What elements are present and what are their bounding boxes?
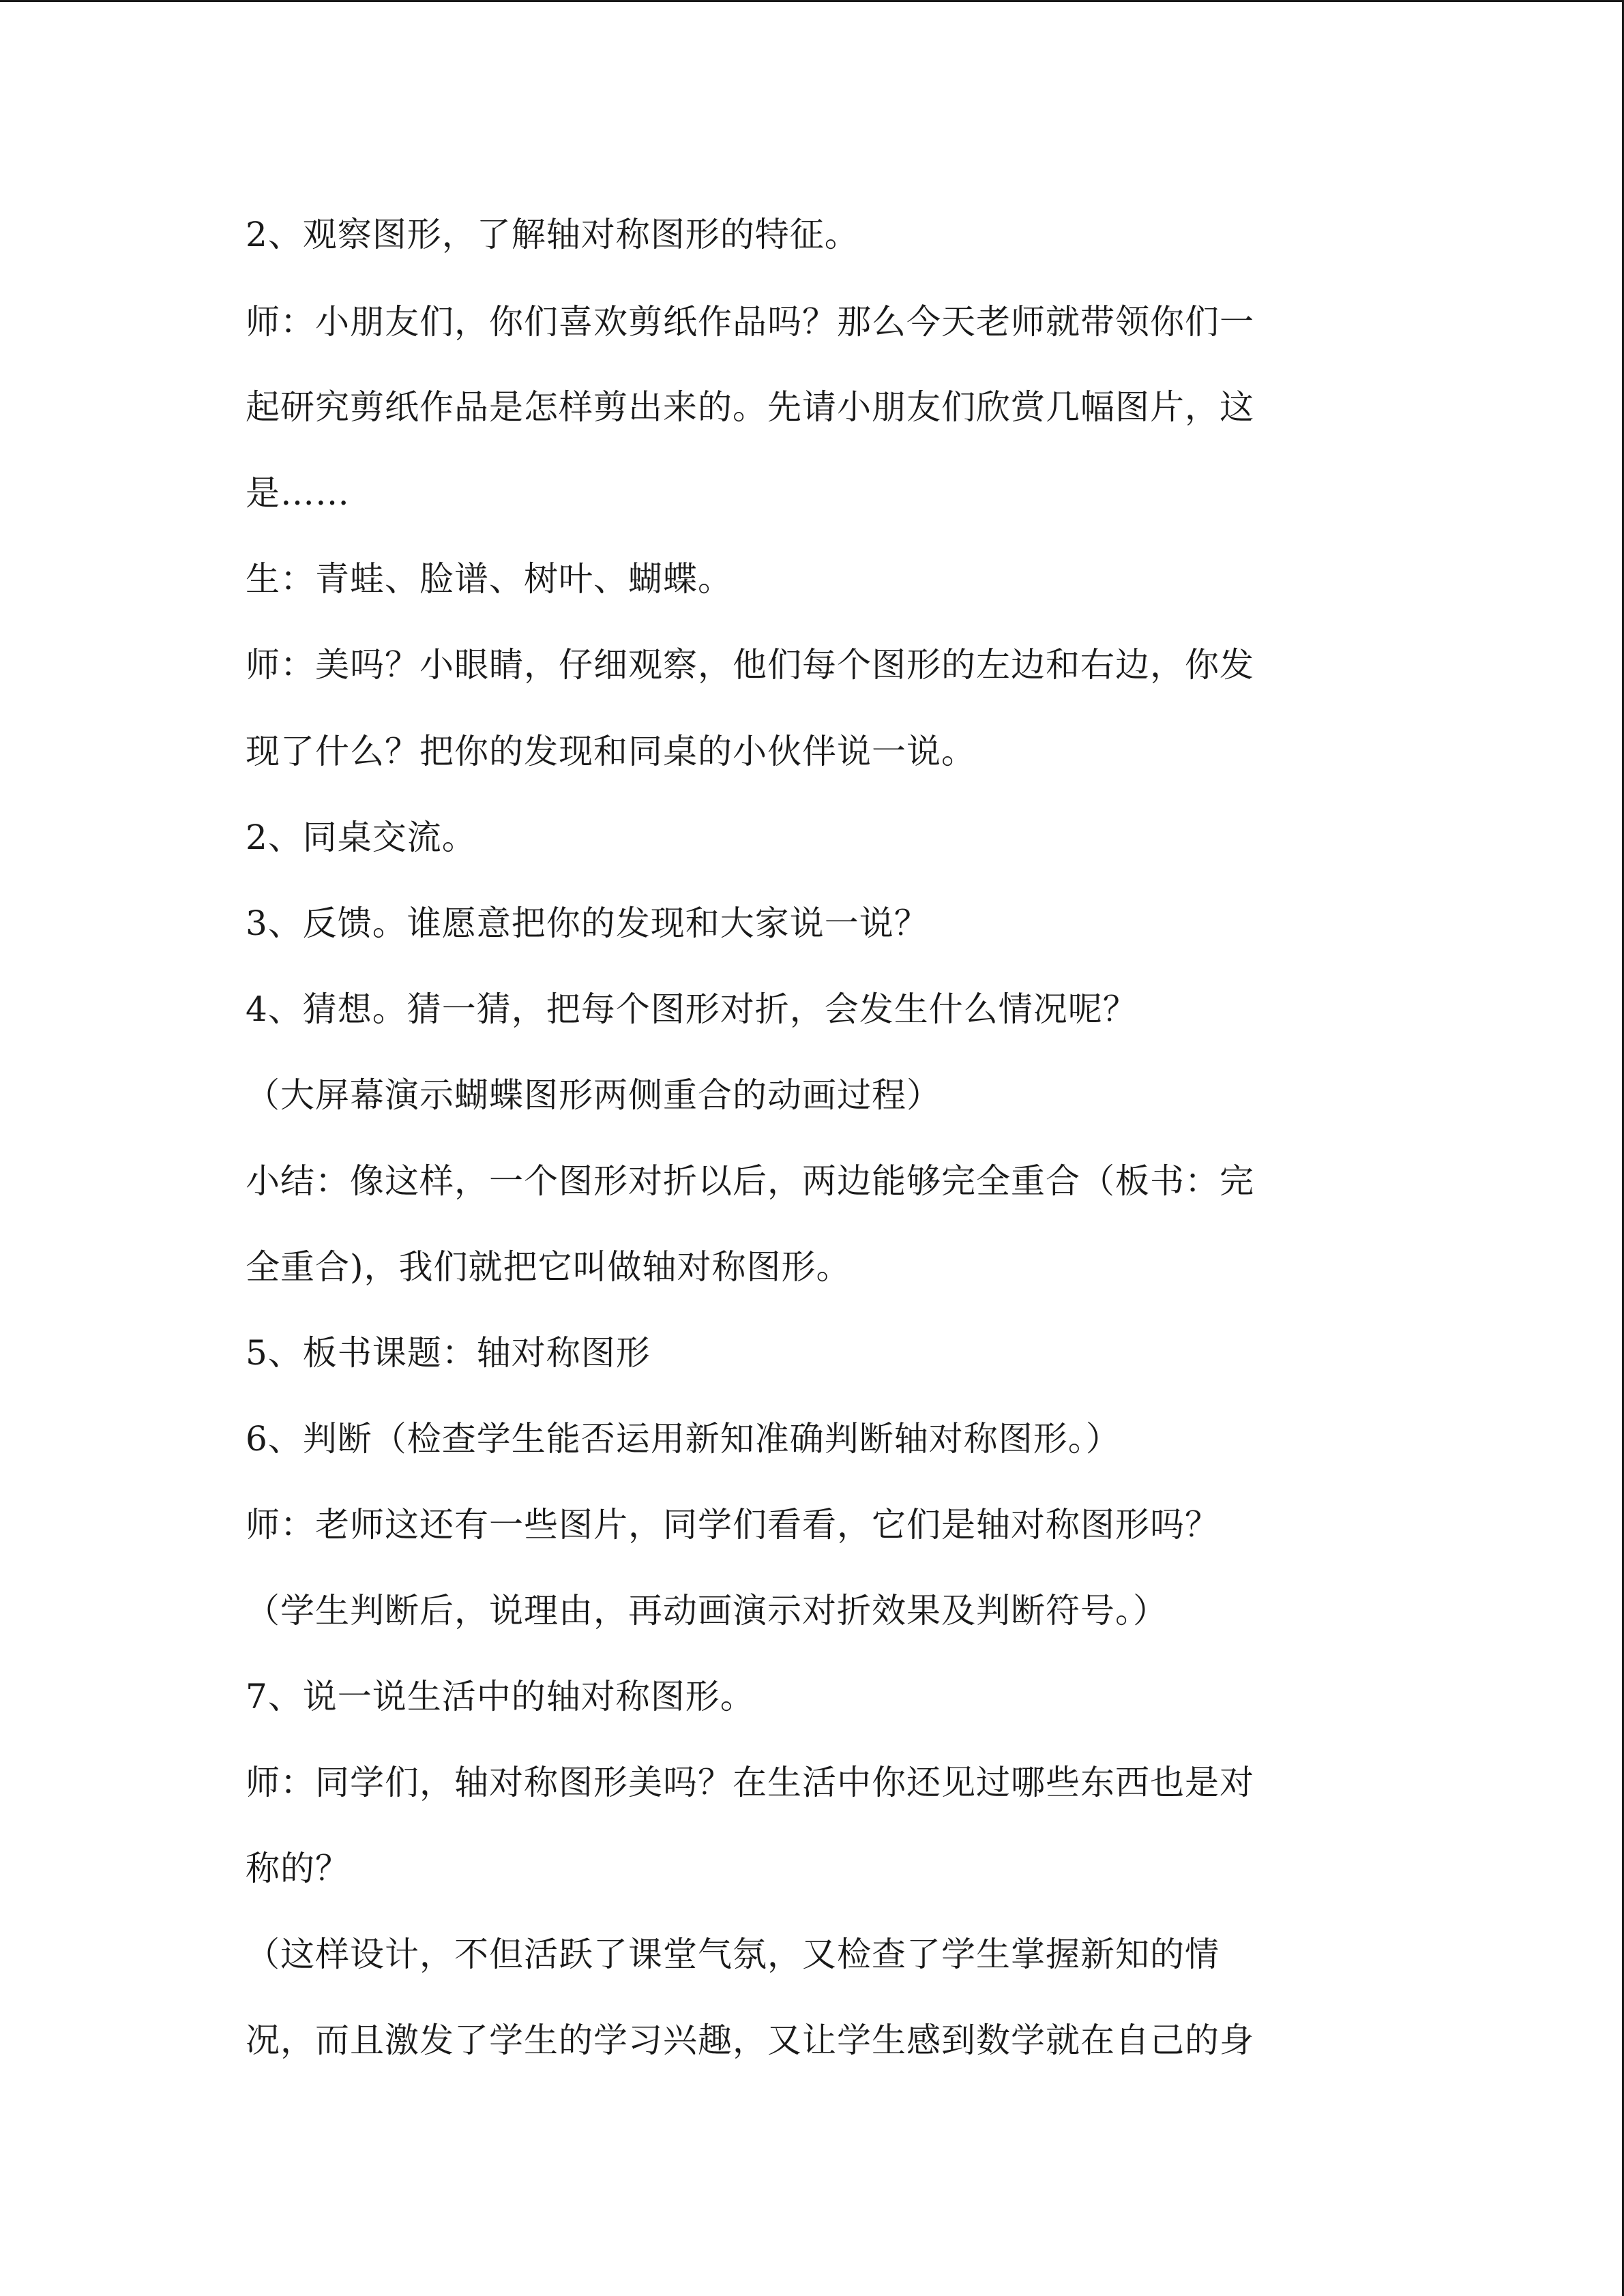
paragraph-line: 起研究剪纸作品是怎样剪出来的。先请小朋友们欣赏几幅图片，这 bbox=[246, 387, 1254, 427]
heading-judgement: 6、判断（检查学生能否运用新知准确判断轴对称图形。） bbox=[246, 1419, 1121, 1459]
paragraph-line: 现了什么？把你的发现和同桌的小伙伴说一说。 bbox=[246, 732, 976, 771]
paragraph-line: 师：美吗？小眼睛，仔细观察，他们每个图形的左边和右边，你发 bbox=[246, 645, 1254, 685]
paragraph-line: 师：老师这还有一些图片，同学们看看，它们是轴对称图形吗？ bbox=[246, 1505, 1220, 1545]
paragraph-line: 况，而且激发了学生的学习兴趣，又让学生感到数学就在自己的身 bbox=[246, 2021, 1254, 2060]
paragraph-line: （学生判断后，说理由，再动画演示对折效果及判断符号。） bbox=[246, 1591, 1168, 1630]
paragraph-line: 称的？ bbox=[246, 1849, 350, 1888]
paragraph-line: （大屏幕演示蝴蝶图形两侧重合的动画过程） bbox=[246, 1075, 941, 1115]
paragraph-line: 全重合)，我们就把它叫做轴对称图形。 bbox=[246, 1247, 851, 1287]
paragraph-line: 小结：像这样，一个图形对折以后，两边能够完全重合（板书：完 bbox=[246, 1161, 1254, 1201]
heading-observe-shapes: 2、观察图形，了解轴对称图形的特征。 bbox=[246, 215, 859, 254]
heading-guess: 4、猜想。猜一猜，把每个图形对折，会发生什么情况呢？ bbox=[246, 989, 1138, 1029]
heading-daily-life: 7、说一说生活中的轴对称图形。 bbox=[246, 1677, 755, 1716]
heading-partner-discussion: 2、同桌交流。 bbox=[246, 818, 477, 857]
paragraph-line: （这样设计，不但活跃了课堂气氛，又检查了学生掌握新知的情 bbox=[246, 1935, 1220, 1974]
heading-feedback: 3、反馈。谁愿意把你的发现和大家说一说？ bbox=[246, 904, 929, 943]
paragraph-line: 师：小朋友们，你们喜欢剪纸作品吗？那么今天老师就带领你们一 bbox=[246, 302, 1254, 342]
paragraph-line: 师：同学们，轴对称图形美吗？在生活中你还见过哪些东西也是对 bbox=[246, 1763, 1254, 1802]
paragraph-line: 生：青蛙、脸谱、树叶、蝴蝶。 bbox=[246, 559, 733, 599]
paragraph-line: 是…… bbox=[246, 473, 350, 513]
heading-board-title: 5、板书课题：轴对称图形 bbox=[246, 1333, 651, 1373]
